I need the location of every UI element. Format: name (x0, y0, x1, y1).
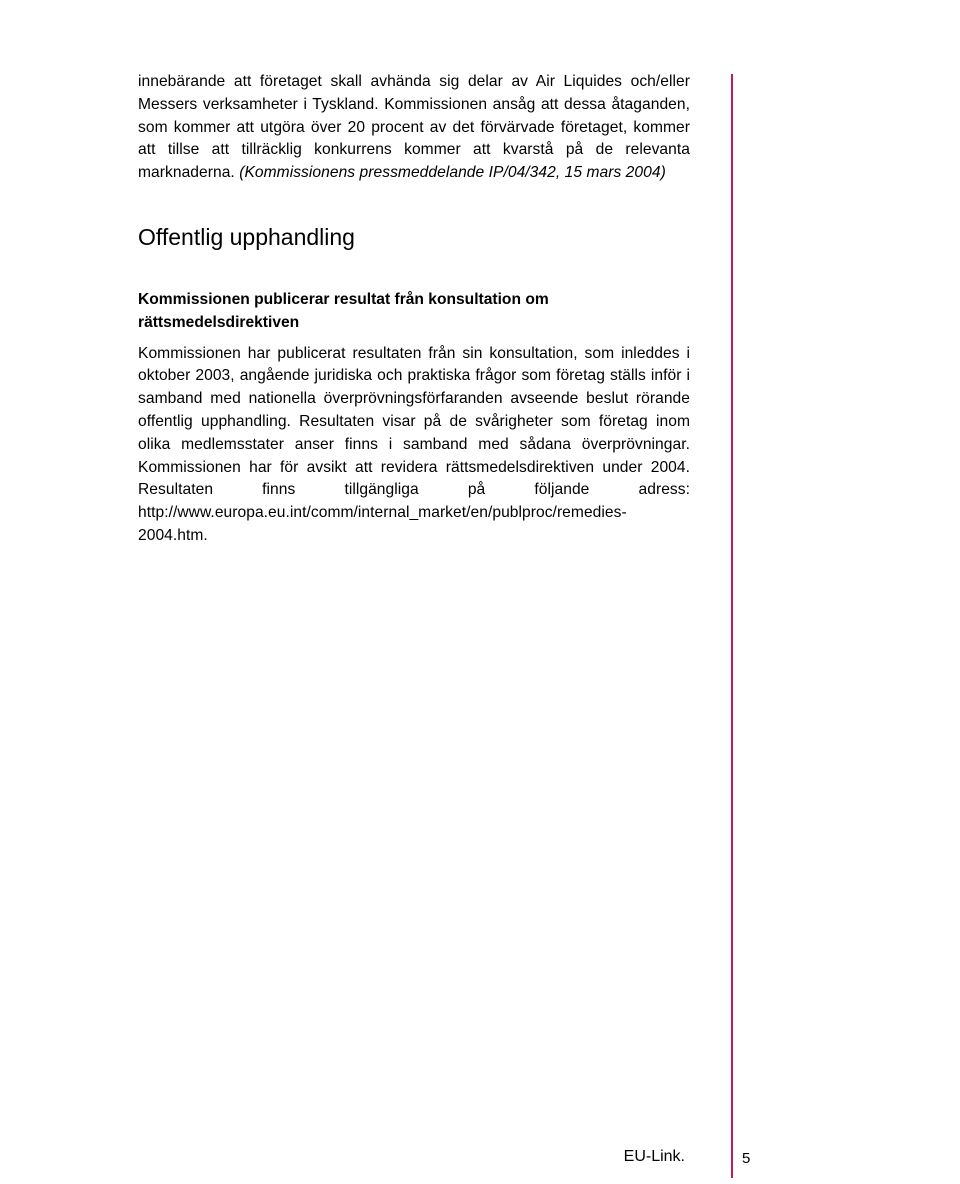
press-release-citation: (Kommissionens pressmeddelande IP/04/342, 15 mars 2004) (239, 164, 666, 182)
footer-brand: EU-Link. (623, 1148, 685, 1165)
margin-rule (731, 74, 733, 1178)
subsection-title: Kommissionen publicerar resultat från konsultation om rättsmedelsdirektiven (138, 290, 549, 331)
intro-paragraph (138, 71, 690, 185)
body-paragraph: Kommissionen har publicerat resultaten från sin konsultation, som inleddes i oktober 2003, angående juridiska och praktiska frågor som företag ställs inför i samband med nationella överprövningsförfaranden avseende beslut rörande offentlig upphandling. Resultaten visar på de svårigheter som företag inom olika medlemsstater anser finns i samband med sådana överprövningar. Kommissionen har för avsikt att revidera rättsmedelsdirektiven under 2004. Resultaten finns tillgängliga på följande adress: http://www.europa.eu.int/comm/internal_market/en/publproc/remedies-2004.htm. (138, 344, 690, 544)
section-title: Offentlig upphandling (138, 223, 355, 250)
intro-paragraph-text: innebärande att företaget skall avhända sig delar av Air Liquides och/eller Messers verksamheter i Tyskland. Kommissionen ansåg att dessa åtaganden, som kommer att utgöra över 20 procent av det förvärvade företaget, kommer att tillse att tillräcklig konkurrens kommer att kvarstå på de relevanta marknaderna. (138, 73, 690, 182)
main-content (138, 71, 690, 548)
page-number: 5 (742, 1150, 751, 1167)
